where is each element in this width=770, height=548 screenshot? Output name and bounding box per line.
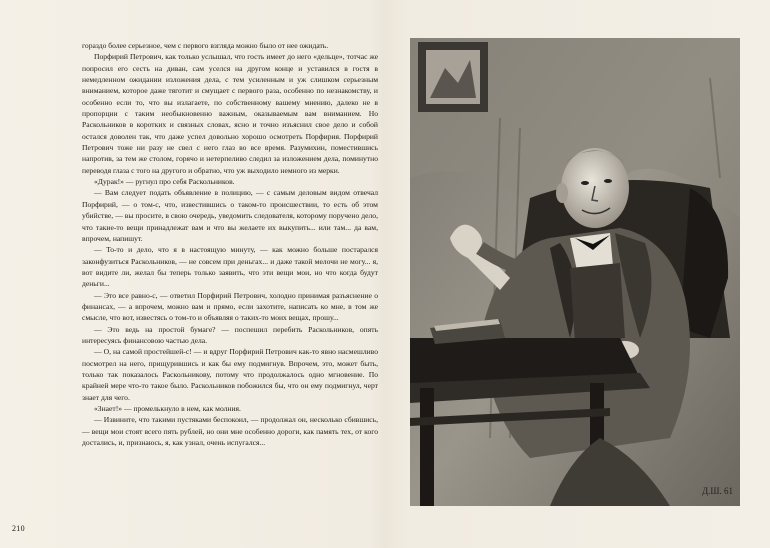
paragraph: — То-то и дело, что я в настоящую минуту, — как можно больше постарался законфузиться Раскольников, — не совсем при деньгах... и даже такой мелочи не могу... я, вот видите ли, желал бы теперь только заявить, что эти вещи мои, но что когда будут деньги... — [82, 245, 378, 289]
artist-signature: Д.Ш. 61 — [702, 486, 733, 496]
text-column — [82, 40, 378, 448]
paragraph: — О, на самой простейшей-с! — и вдруг Порфирий Петрович как-то явно насмешливо посмотрел на него, прищурившись и как бы ему подмигнув. Впрочем, это, может быть, только так показалось Раскольникову, потому что продолжалось одно мгновение. По крайней мере что-то такое было. Раскольников побожился бы, что он ему подмигнул, черт знает для чего. — [82, 347, 378, 402]
paragraph: — Вам следует подать объявление в полицию, — с самым деловым видом отвечал Порфирий, — о том-с, что, известившись о таком-то происшествии, то есть об этом убийстве, — вы просите, в свою очередь, уведомить следователя, которому поручено дело, что такие-то вещи принадлежат вам и что вы желаете их выкупить... или там... да вам, впрочем, напишут. — [82, 188, 378, 243]
paragraph: «Знает!» — промелькнуло в нем, как молния. — [94, 404, 241, 413]
paragraph: Порфирий Петрович, как только услышал, что гость имеет до него «дельце», тотчас же попросил его сесть на диван, сам уселся на другом конце и уставился в гостя в немедленном ожидании изложения дела, с тем усиленным и уж слишком серьезным вниманием, которое даже тяготит и смущает с первого раза, особенно по незнакомству, и особенно если то, что вы излагаете, по собственному вашему мнению, далеко не в пропорции с таким необыкновенно важным, оказываемым вам вниманием. Но Раскольников в коротких и связных словах, ясно и точно изъяснил свое дело и собой остался доволен так, что даже успел довольно хорошо осмотреть Порфирия. Порфирий Петрович тоже ни разу не свел с него глаз во все время. Разумихин, поместившись напротив, за тем же столом, горячо и нетерпеливо следил за изложением дела, поминутно переводя глаза с того на другого и обратно, что уж выходило немного из мерки. — [82, 52, 378, 175]
paragraph: — Это все равно-с, — ответил Порфирий Петрович, холодно принимая разъяснение о финансах, — а впрочем, можно вам и прямо, если захотите, написать ко мне, в том же смысле, что вот, известясь о том-то и объявляя о таких-то моих вещах, прошу... — [82, 290, 378, 323]
paragraph: гораздо более серьезное, чем с первого взгляда можно было от нее ожидать. — [82, 41, 329, 50]
paragraph: — Извините, что такими пустяками беспокоил, — продолжал он, несколько сбившись, — вещи мои стоят всего пять рублей, но они мне особенно дороги, как память тех, от кого достались, и, признаюсь, я, как узнал, очень испугался... — [82, 415, 378, 448]
paragraph: «Дурак!» — ругнул про себя Раскольников. — [94, 177, 235, 187]
paragraph: — Это ведь на простой бумаге? — поспешил перебить Раскольников, опять интересуясь финансовою частью дела. — [82, 324, 378, 345]
portrait-illustration — [410, 38, 740, 506]
page-number: 210 — [12, 524, 25, 533]
